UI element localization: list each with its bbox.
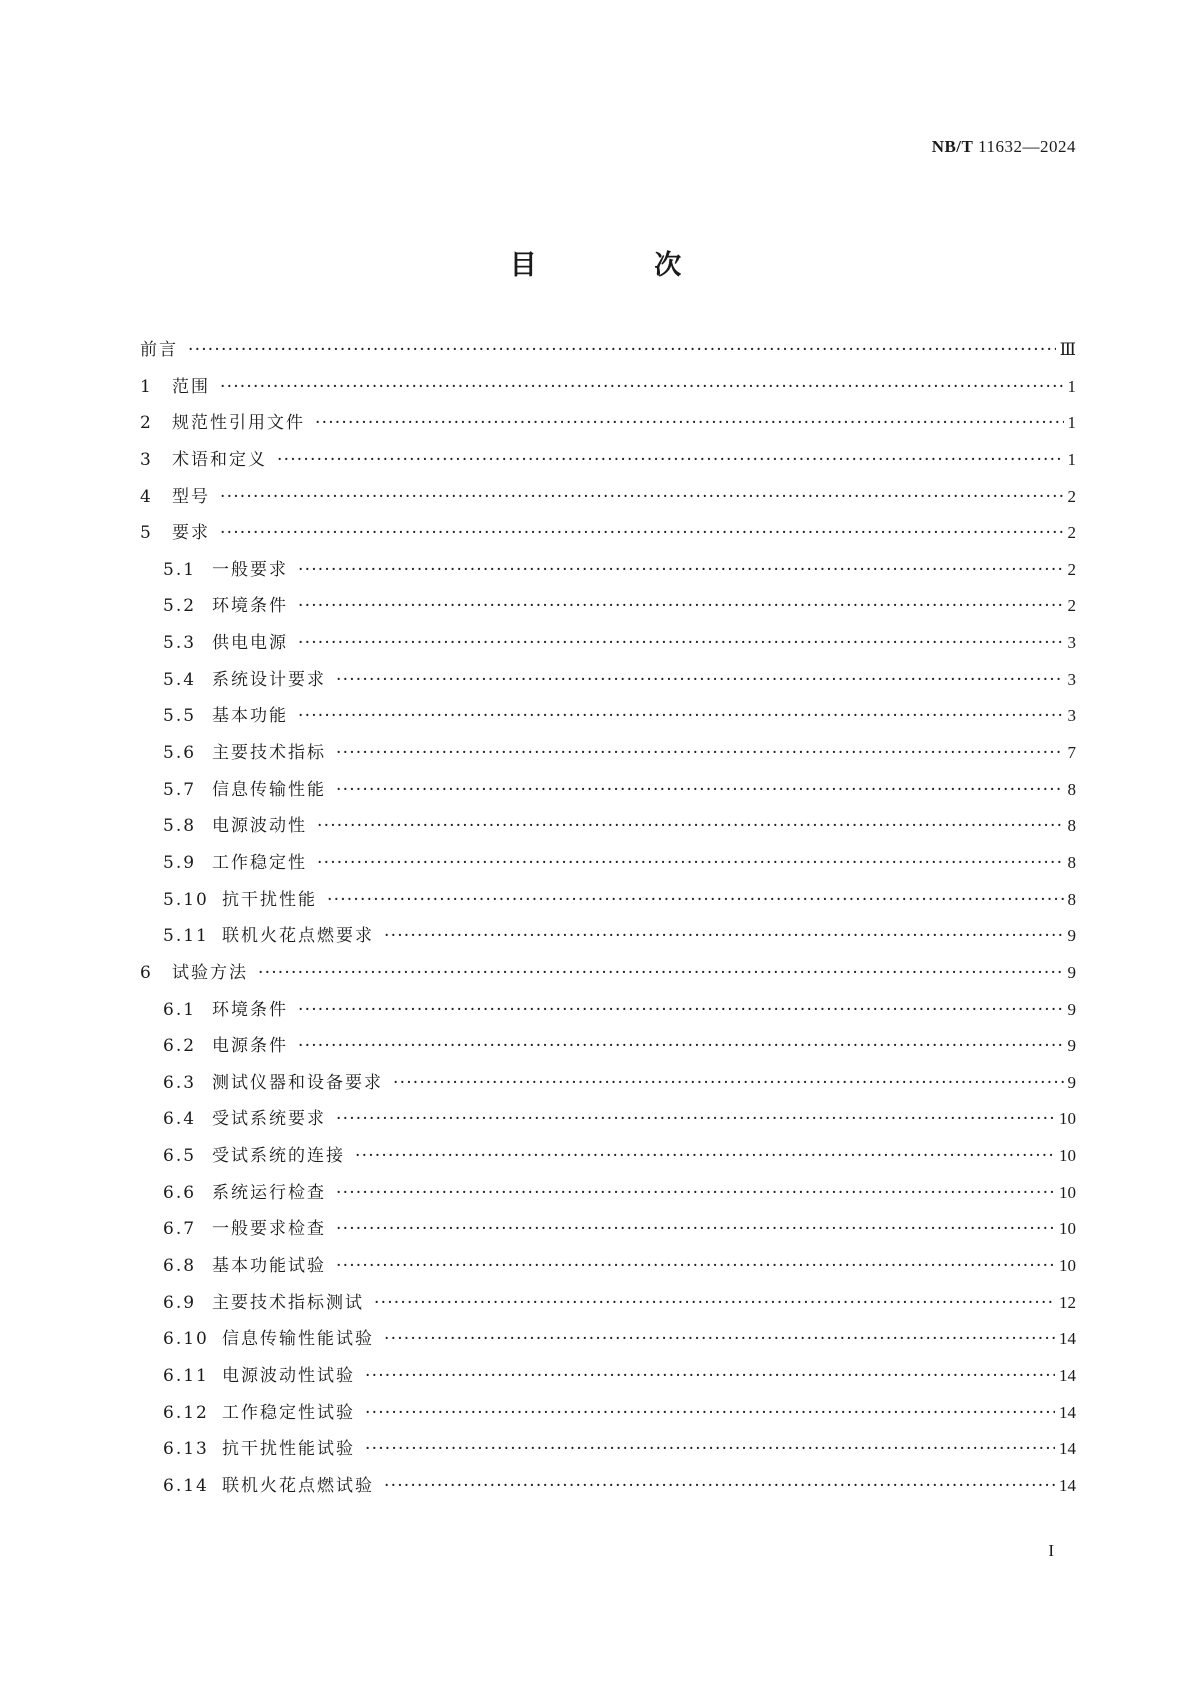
- toc-entry-page: 8: [1067, 889, 1076, 909]
- toc-dot-leader: [374, 1292, 1055, 1314]
- toc-entry-label: 要求: [172, 523, 210, 544]
- toc-entry-page: 10: [1059, 1219, 1076, 1239]
- toc-entry-page: 14: [1059, 1475, 1076, 1495]
- standard-number: 11632—2024: [978, 137, 1076, 156]
- toc-entry-page: 14: [1059, 1439, 1076, 1459]
- toc-entry-page: 9: [1067, 1036, 1076, 1056]
- toc-entry-label: 基本功能: [212, 706, 288, 727]
- toc-entry-page: 14: [1059, 1365, 1076, 1385]
- toc-entry-number: 5.1: [163, 559, 197, 580]
- toc-entry-number: 6.13: [163, 1439, 209, 1460]
- toc-dot-leader: [258, 962, 1064, 984]
- toc-entry-page: 9: [1067, 962, 1076, 982]
- toc-entry-number: 5.3: [163, 633, 197, 654]
- toc-entry[interactable]: [140, 449, 1076, 486]
- toc-entry-label: 供电电源: [212, 633, 288, 654]
- standard-prefix: NB/T: [931, 137, 974, 156]
- toc-entry-label: 联机火花点燃试验: [222, 1475, 374, 1496]
- toc-dot-leader: [336, 779, 1064, 801]
- toc-dot-leader: [336, 742, 1064, 764]
- toc-entry[interactable]: [140, 999, 1076, 1036]
- toc-entry-label: 试验方法: [172, 962, 248, 983]
- toc-entry[interactable]: [140, 339, 1076, 376]
- toc-entry-number: 6.2: [163, 1036, 197, 1057]
- toc-dot-leader: [336, 1218, 1055, 1240]
- toc-entry-number: 5: [140, 523, 153, 544]
- toc-entry-label: 工作稳定性试验: [222, 1402, 355, 1423]
- toc-entry-page: 3: [1067, 706, 1076, 726]
- toc-entry-number: 6.12: [163, 1402, 209, 1423]
- toc-entry-number: 6.6: [163, 1182, 197, 1203]
- toc-entry[interactable]: [140, 559, 1076, 596]
- toc-dot-leader: [298, 595, 1064, 617]
- toc-entry[interactable]: [140, 1182, 1076, 1219]
- toc-entry-number: 5.9: [163, 852, 197, 873]
- toc-entry-label: 抗干扰性能试验: [222, 1439, 355, 1460]
- toc-dot-leader: [355, 1145, 1055, 1167]
- toc-entry-label: 电源条件: [212, 1036, 288, 1057]
- toc-entry[interactable]: [140, 815, 1076, 852]
- toc-entry-page: 1: [1067, 376, 1076, 396]
- toc-entry[interactable]: [140, 962, 1076, 999]
- toc-entry-label: 电源波动性试验: [222, 1365, 355, 1386]
- toc-dot-leader: [315, 412, 1064, 434]
- toc-entry-label: 受试系统要求: [212, 1109, 326, 1130]
- toc-dot-leader: [365, 1402, 1055, 1424]
- toc-entry[interactable]: [140, 1218, 1076, 1255]
- toc-entry-page: 2: [1067, 486, 1076, 506]
- toc-entry[interactable]: [140, 669, 1076, 706]
- toc-entry-page: 8: [1067, 779, 1076, 799]
- toc-entry-page: 9: [1067, 1072, 1076, 1092]
- toc-entry-number: 6.7: [163, 1219, 197, 1240]
- toc-entry-page: Ⅲ: [1059, 340, 1076, 359]
- toc-entry[interactable]: [140, 779, 1076, 816]
- toc-entry-number: 5.2: [163, 596, 197, 617]
- toc-entry[interactable]: [140, 595, 1076, 632]
- toc-entry-label: 一般要求: [212, 559, 288, 580]
- toc-entry[interactable]: [140, 486, 1076, 523]
- toc-entry-label: 电源波动性: [212, 816, 307, 837]
- toc-entry-label: 测试仪器和设备要求: [212, 1072, 383, 1093]
- toc-entry-label: 受试系统的连接: [212, 1146, 345, 1167]
- toc-entry-number: 6.10: [163, 1329, 209, 1350]
- toc-entry-page: 8: [1067, 852, 1076, 872]
- toc-entry-page: 2: [1067, 523, 1076, 543]
- toc-dot-leader: [298, 705, 1064, 727]
- toc-dot-leader: [384, 1328, 1055, 1350]
- toc-entry[interactable]: [140, 632, 1076, 669]
- toc-entry-number: 6.9: [163, 1292, 197, 1313]
- toc-entry-label: 基本功能试验: [212, 1256, 326, 1277]
- toc-entry-label: 工作稳定性: [212, 852, 307, 873]
- toc-entry-label: 一般要求检查: [212, 1219, 326, 1240]
- toc-entry-number: 6.8: [163, 1256, 197, 1277]
- toc-entry-page: 3: [1067, 633, 1076, 653]
- toc-dot-leader: [298, 1035, 1064, 1057]
- toc-entry-page: 12: [1059, 1292, 1076, 1312]
- toc-entry[interactable]: [140, 522, 1076, 559]
- toc-entry[interactable]: [140, 1292, 1076, 1329]
- toc-entry-page: 2: [1067, 596, 1076, 616]
- toc-dot-leader: [298, 999, 1064, 1021]
- toc-dot-leader: [336, 669, 1064, 691]
- toc-dot-leader: [384, 1475, 1055, 1497]
- toc-entry-page: 9: [1067, 926, 1076, 946]
- toc-entry-number: 6.1: [163, 999, 197, 1020]
- page-title: 目 次: [509, 250, 736, 281]
- toc-dot-leader: [336, 1108, 1055, 1130]
- toc-entry-label: 抗干扰性能: [222, 889, 317, 910]
- toc-entry-page: 1: [1067, 449, 1076, 469]
- toc-entry-number: 1: [140, 376, 153, 397]
- toc-entry-page: 10: [1059, 1146, 1076, 1166]
- toc-entry-label: 环境条件: [212, 596, 288, 617]
- toc-entry[interactable]: [140, 1365, 1076, 1402]
- toc-entry-number: 5.7: [163, 779, 197, 800]
- toc-dot-leader: [220, 522, 1064, 544]
- toc-entry-page: 3: [1067, 669, 1076, 689]
- toc-dot-leader: [336, 1255, 1055, 1277]
- toc-entry-number: 6.14: [163, 1475, 209, 1496]
- toc-entry-label: 前言: [140, 340, 178, 360]
- toc-dot-leader: [317, 852, 1064, 874]
- toc-entry-page: 14: [1059, 1329, 1076, 1349]
- toc-entry-page: 9: [1067, 999, 1076, 1019]
- toc-dot-leader: [220, 486, 1064, 508]
- toc-dot-leader: [317, 815, 1064, 837]
- toc-entry-page: 10: [1059, 1182, 1076, 1202]
- toc-entry-number: 5.4: [163, 669, 197, 690]
- toc-entry-page: 8: [1067, 816, 1076, 836]
- toc-entry-page: 7: [1067, 743, 1076, 763]
- toc-entry-page: 10: [1059, 1256, 1076, 1276]
- toc-dot-leader: [277, 449, 1064, 471]
- toc-entry-page: 10: [1059, 1109, 1076, 1129]
- toc-dot-leader: [365, 1365, 1055, 1387]
- toc-entry[interactable]: [140, 925, 1076, 962]
- toc-entry-number: 2: [140, 413, 153, 434]
- toc-entry[interactable]: [140, 852, 1076, 889]
- toc-dot-leader: [384, 925, 1064, 947]
- toc-entry[interactable]: [140, 1035, 1076, 1072]
- toc-entry-label: 主要技术指标: [212, 743, 326, 764]
- toc-entry[interactable]: [140, 1108, 1076, 1145]
- toc-entry[interactable]: [140, 1402, 1076, 1439]
- toc-entry[interactable]: [140, 412, 1076, 449]
- standard-code: [932, 137, 1076, 157]
- toc-entry-number: 5.8: [163, 816, 197, 837]
- toc-entry-label: 信息传输性能: [212, 779, 326, 800]
- toc-entry-label: 术语和定义: [172, 449, 267, 470]
- toc-entry-number: 5.5: [163, 706, 197, 727]
- toc-entry-page: 1: [1067, 413, 1076, 433]
- toc-entry-label: 规范性引用文件: [172, 413, 305, 434]
- toc-entry[interactable]: [140, 1438, 1076, 1475]
- toc-entry[interactable]: [140, 1475, 1076, 1512]
- toc-entry-number: 6.3: [163, 1072, 197, 1093]
- toc-entry-number: 3: [140, 449, 153, 470]
- toc-dot-leader: [188, 339, 1056, 361]
- toc-entry-label: 范围: [172, 376, 210, 397]
- toc-entry-label: 主要技术指标测试: [212, 1292, 364, 1313]
- toc-entry-number: 5.11: [163, 926, 209, 947]
- toc-entry-number: 6: [140, 962, 153, 983]
- toc-entry[interactable]: [140, 1145, 1076, 1182]
- toc-entry-label: 型号: [172, 486, 210, 507]
- toc-entry[interactable]: [140, 742, 1076, 779]
- toc-entry[interactable]: [140, 1072, 1076, 1109]
- page-number: I: [1048, 1541, 1054, 1560]
- toc-entry-number: 5.10: [163, 889, 209, 910]
- toc-entry-number: 5.6: [163, 743, 197, 764]
- toc-dot-leader: [220, 376, 1064, 398]
- toc-entry-number: 6.4: [163, 1109, 197, 1130]
- toc-dot-leader: [336, 1182, 1055, 1204]
- toc-entry-number: 6.5: [163, 1146, 197, 1167]
- toc-entry[interactable]: [140, 1328, 1076, 1365]
- toc-entry-label: 系统运行检查: [212, 1182, 326, 1203]
- toc-entry-label: 环境条件: [212, 999, 288, 1020]
- toc-entry[interactable]: [140, 889, 1076, 926]
- toc-entry-number: 4: [140, 486, 153, 507]
- toc-entry-label: 信息传输性能试验: [222, 1329, 374, 1350]
- toc-dot-leader: [327, 889, 1064, 911]
- toc-entry[interactable]: [140, 1255, 1076, 1292]
- toc-entry-number: 6.11: [163, 1365, 209, 1386]
- toc-dot-leader: [298, 632, 1064, 654]
- table-of-contents: [140, 339, 1076, 1512]
- toc-entry-page: 2: [1067, 559, 1076, 579]
- toc-entry-page: 14: [1059, 1402, 1076, 1422]
- toc-dot-leader: [393, 1072, 1064, 1094]
- toc-entry-label: 联机火花点燃要求: [222, 926, 374, 947]
- toc-entry[interactable]: [140, 705, 1076, 742]
- toc-entry[interactable]: [140, 376, 1076, 413]
- toc-dot-leader: [298, 559, 1064, 581]
- toc-dot-leader: [365, 1438, 1055, 1460]
- toc-entry-label: 系统设计要求: [212, 669, 326, 690]
